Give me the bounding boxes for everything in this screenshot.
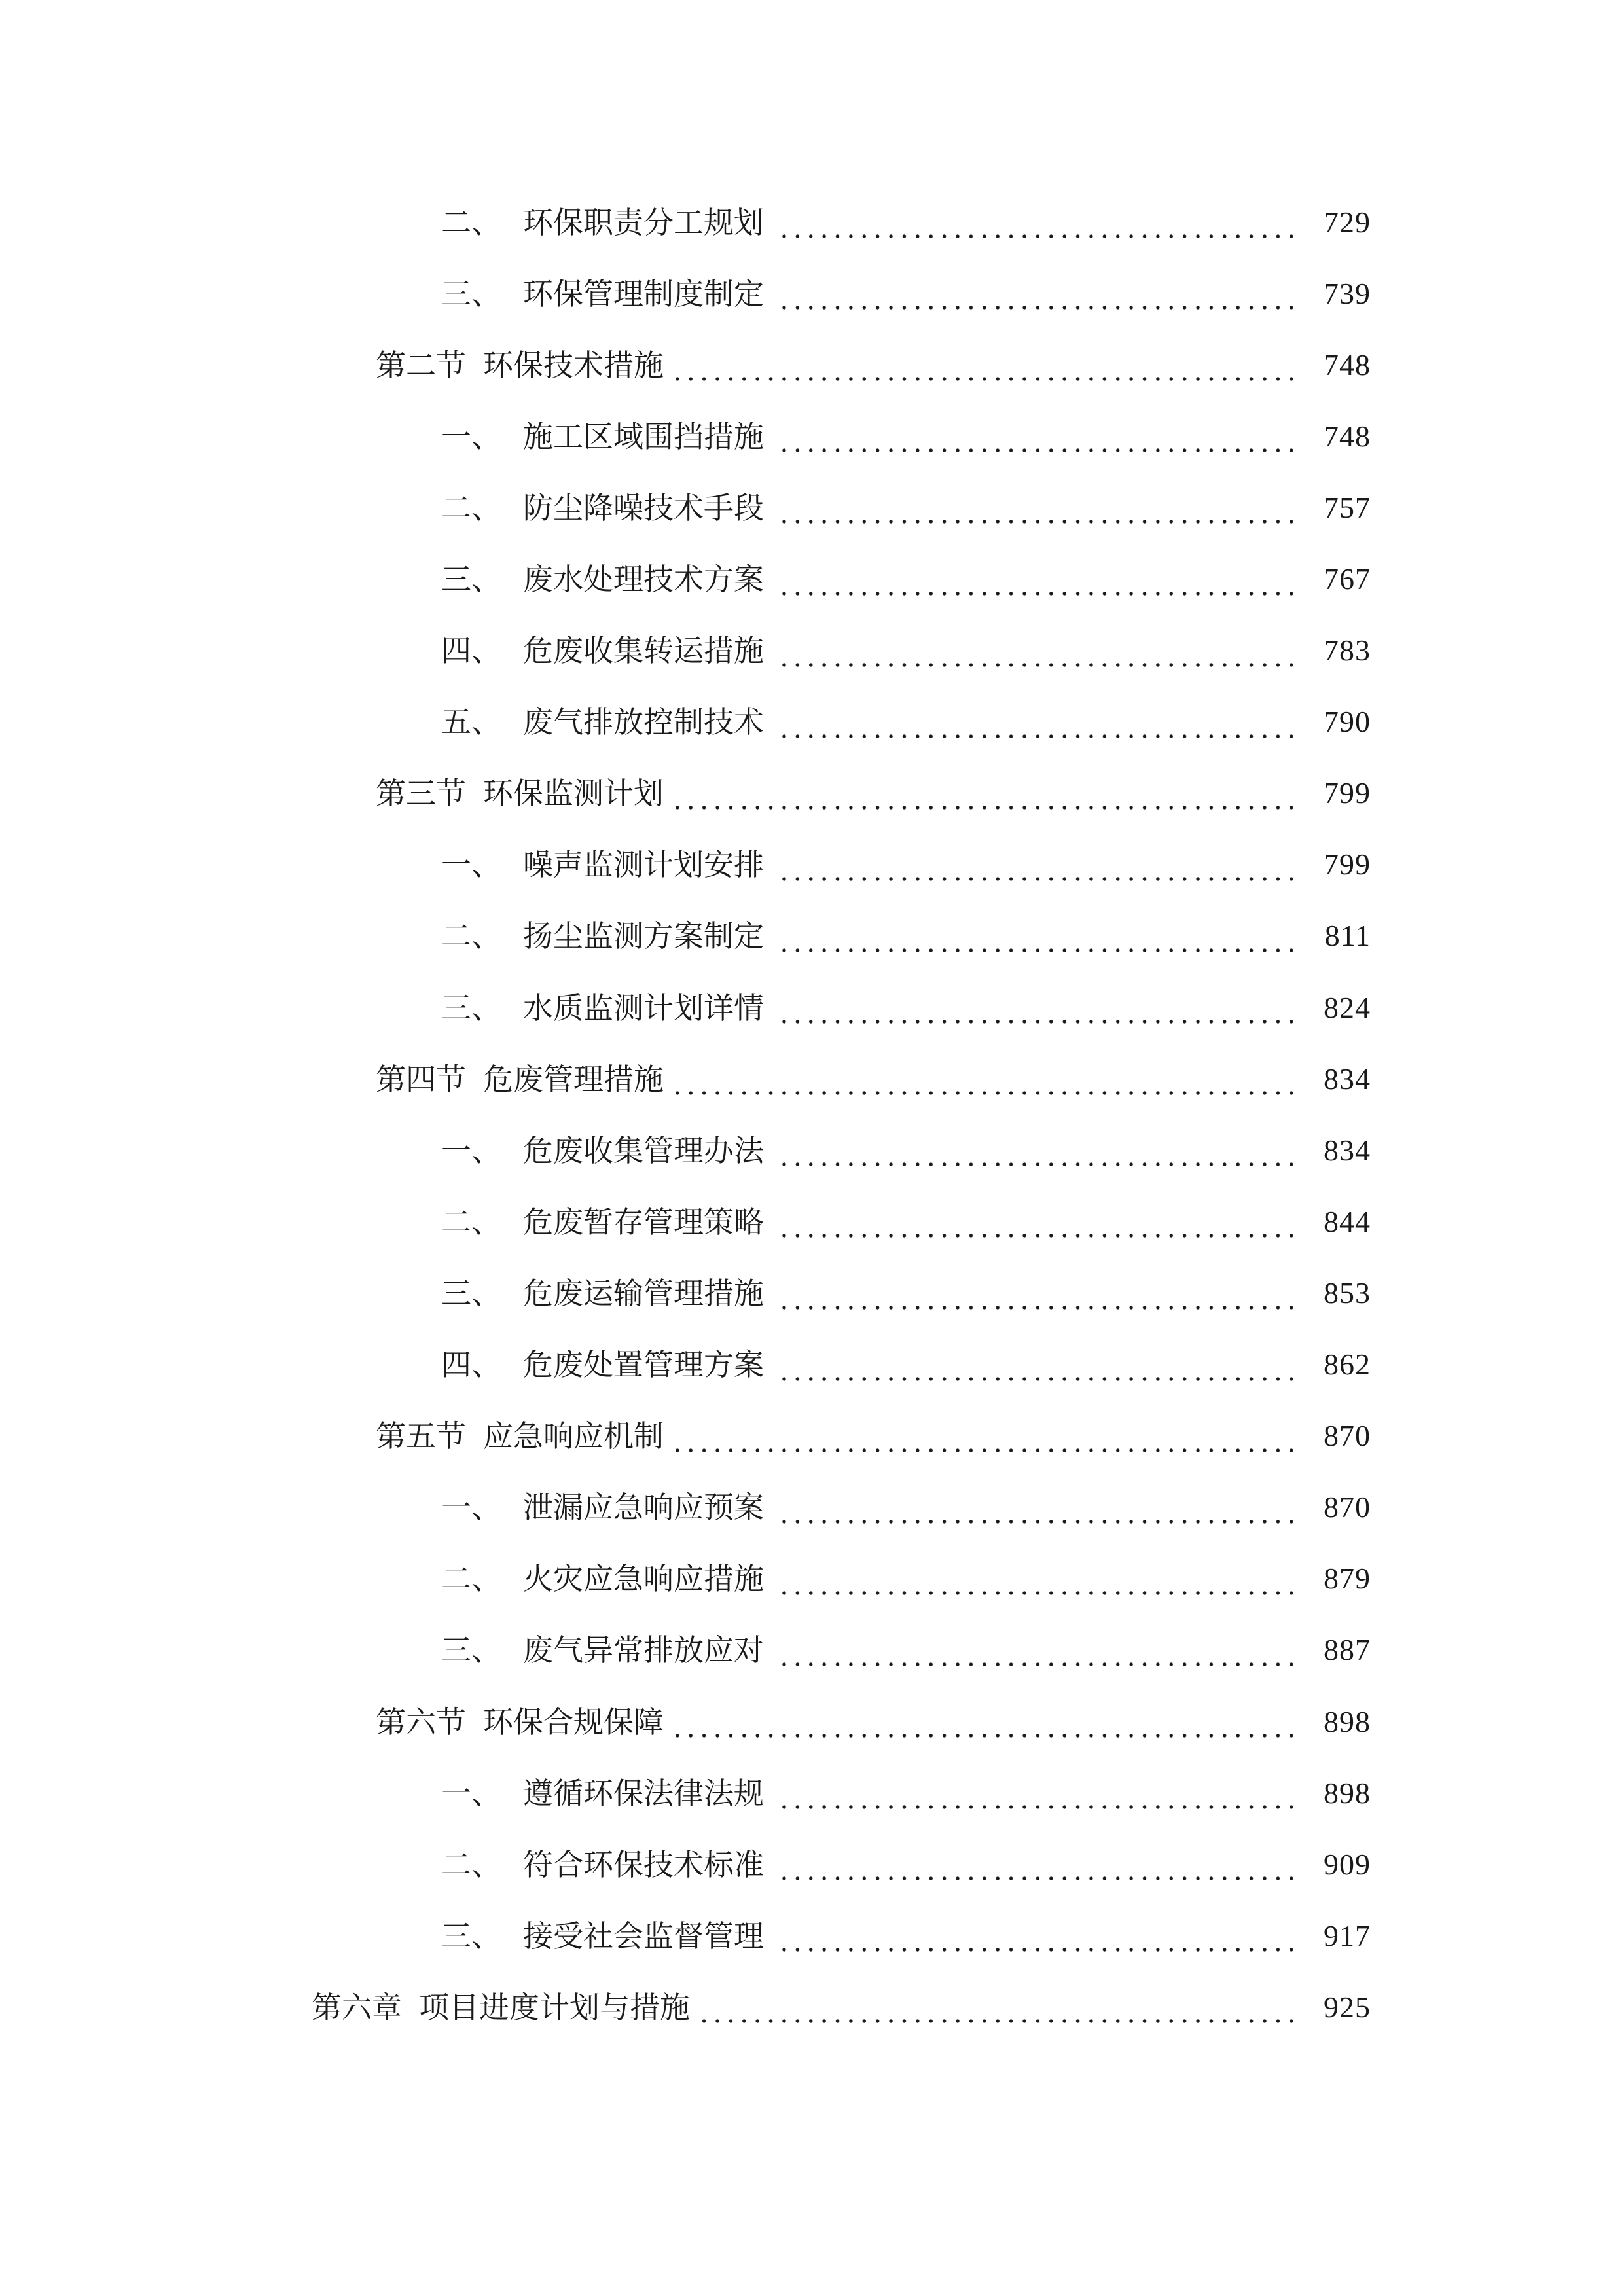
toc-entry-title: 应急响应机制 [483, 1418, 664, 1454]
toc-entry[interactable] [0, 401, 1624, 472]
dot-leader [773, 1520, 1298, 1524]
toc-entry[interactable] [0, 1615, 1624, 1686]
dot-leader [673, 806, 1298, 810]
toc-page-number: 799 [1324, 776, 1371, 810]
dot-leader [773, 663, 1298, 667]
toc-entry[interactable] [0, 1043, 1624, 1115]
toc-page-number: 729 [1324, 205, 1371, 239]
toc-entry-number: 第五节 [376, 1418, 466, 1454]
toc-page-number: 824 [1324, 990, 1371, 1024]
toc-page-number: 757 [1324, 490, 1371, 524]
toc-entry[interactable] [0, 1329, 1624, 1401]
toc-entry-number: 一、 [441, 1490, 501, 1526]
dot-leader [773, 520, 1298, 524]
toc-entry-title: 危废暂存管理策略 [523, 1204, 764, 1240]
dot-leader [773, 1876, 1298, 1880]
toc-entry-title: 危废收集管理办法 [523, 1132, 764, 1168]
toc-entry-number: 一、 [441, 1132, 501, 1168]
toc-entry[interactable] [0, 1186, 1624, 1257]
toc-entry-number: 四、 [441, 633, 501, 669]
dot-leader [773, 1377, 1298, 1381]
toc-page-number: 925 [1324, 1990, 1371, 2024]
toc-entry-title: 废水处理技术方案 [523, 562, 764, 598]
dot-leader [773, 1805, 1298, 1809]
toc-entry-title: 火灾应急响应措施 [523, 1561, 764, 1597]
toc-page-number: 790 [1324, 705, 1371, 739]
toc-page-number: 783 [1324, 634, 1371, 668]
toc-page-number: 844 [1324, 1204, 1371, 1238]
toc-entry[interactable] [0, 543, 1624, 615]
toc-page-number: 799 [1324, 848, 1371, 882]
toc-entry-title: 废气排放控制技术 [523, 704, 764, 740]
toc-entry[interactable] [0, 829, 1624, 901]
toc-entry[interactable] [0, 1829, 1624, 1900]
toc-entry-title: 扬尘监测方案制定 [523, 918, 764, 954]
toc-entry-number: 二、 [441, 1204, 501, 1240]
toc-entry-title: 符合环保技术标准 [523, 1846, 764, 1882]
toc-entry[interactable] [0, 258, 1624, 329]
toc-entry[interactable] [0, 972, 1624, 1043]
toc-entry-title: 噪声监测计划安排 [523, 847, 764, 883]
dot-leader [773, 1162, 1298, 1166]
toc-entry-number: 三、 [441, 1275, 501, 1311]
toc-page-number: 898 [1324, 1776, 1371, 1810]
toc-entry-number: 第四节 [376, 1061, 466, 1097]
toc-entry-number: 第六章 [312, 1989, 402, 2025]
toc-entry-title: 废气异常排放应对 [523, 1632, 764, 1668]
toc-entry-number: 一、 [441, 847, 501, 883]
dot-leader [673, 1448, 1298, 1452]
toc-entry-number: 第二节 [376, 347, 466, 383]
toc-entry-title: 施工区域围挡措施 [523, 418, 764, 454]
toc-entry[interactable] [0, 1115, 1624, 1186]
toc-entry-number: 二、 [441, 918, 501, 954]
toc-entry-title: 环保技术措施 [483, 347, 664, 383]
toc-entry[interactable] [0, 1757, 1624, 1829]
toc-page-number: 887 [1324, 1633, 1371, 1667]
toc-page-number: 862 [1324, 1348, 1371, 1382]
toc-entry-title: 环保职责分工规划 [523, 204, 764, 240]
dot-leader [773, 734, 1298, 738]
toc-entry-number: 三、 [441, 276, 501, 312]
dot-leader [673, 1091, 1298, 1095]
toc-page-number: 898 [1324, 1704, 1371, 1738]
dot-leader [773, 448, 1298, 452]
toc-entry-number: 二、 [441, 204, 501, 240]
dot-leader [773, 1306, 1298, 1310]
toc-entry-title: 环保监测计划 [483, 776, 664, 812]
toc-entry-number: 三、 [441, 1918, 501, 1954]
toc-entry-title: 泄漏应急响应预案 [523, 1490, 764, 1526]
toc-entry[interactable] [0, 1543, 1624, 1615]
toc-entry-title: 防尘降噪技术手段 [523, 490, 764, 526]
toc-entry[interactable] [0, 758, 1624, 829]
dot-leader [773, 948, 1298, 952]
toc-entry[interactable] [0, 329, 1624, 401]
toc-page-number: 748 [1324, 348, 1371, 382]
toc-entry-title: 危废运输管理措施 [523, 1275, 764, 1311]
toc-page-number: 870 [1324, 1490, 1371, 1524]
toc-entry-number: 五、 [441, 704, 501, 740]
dot-leader [699, 2019, 1298, 2023]
toc-entry-title: 危废收集转运措施 [523, 633, 764, 669]
dot-leader [773, 1020, 1298, 1024]
toc-page-number: 739 [1324, 276, 1371, 310]
dot-leader [773, 1948, 1298, 1952]
toc-entry[interactable] [0, 615, 1624, 687]
toc-entry-title: 项目进度计划与措施 [419, 1989, 690, 2025]
toc-entry-title: 环保合规保障 [483, 1704, 664, 1740]
toc-entry-number: 第六节 [376, 1704, 466, 1740]
dot-leader [773, 592, 1298, 596]
toc-page-number: 834 [1324, 1133, 1371, 1167]
table-of-contents [0, 187, 1624, 2043]
toc-entry[interactable] [0, 1686, 1624, 1757]
toc-entry-title: 危废处置管理方案 [523, 1347, 764, 1383]
toc-page-number: 834 [1324, 1062, 1371, 1096]
toc-entry[interactable] [0, 1472, 1624, 1543]
dot-leader [773, 234, 1298, 238]
toc-entry-number: 三、 [441, 990, 501, 1026]
toc-entry[interactable] [0, 1257, 1624, 1329]
toc-entry-number: 三、 [441, 1632, 501, 1668]
toc-entry-number: 一、 [441, 1775, 501, 1811]
dot-leader [773, 1662, 1298, 1666]
toc-entry-title: 环保管理制度制定 [523, 276, 764, 312]
dot-leader [773, 877, 1298, 881]
toc-entry-number: 二、 [441, 490, 501, 526]
toc-page-number: 748 [1324, 419, 1371, 453]
toc-entry-title: 接受社会监督管理 [523, 1918, 764, 1954]
toc-entry[interactable] [0, 1900, 1624, 1971]
dot-leader [773, 1234, 1298, 1238]
toc-entry[interactable] [0, 1971, 1624, 2043]
toc-page-number: 909 [1324, 1847, 1371, 1881]
toc-page-number: 879 [1324, 1562, 1371, 1596]
toc-entry-number: 第三节 [376, 776, 466, 812]
toc-entry[interactable] [0, 687, 1624, 758]
toc-page-number: 917 [1324, 1918, 1371, 1952]
dot-leader [673, 1734, 1298, 1738]
toc-page-number: 853 [1324, 1276, 1371, 1310]
toc-entry-title: 危废管理措施 [483, 1061, 664, 1097]
toc-page-number: 767 [1324, 562, 1371, 596]
toc-entry[interactable] [0, 1401, 1624, 1472]
toc-entry-title: 水质监测计划详情 [523, 990, 764, 1026]
dot-leader [673, 377, 1298, 381]
toc-entry[interactable] [0, 472, 1624, 543]
toc-page-number: 811 [1324, 919, 1371, 953]
toc-entry-number: 一、 [441, 418, 501, 454]
toc-page-number: 870 [1324, 1419, 1371, 1453]
toc-entry-number: 四、 [441, 1347, 501, 1383]
toc-entry-title: 遵循环保法律法规 [523, 1775, 764, 1811]
toc-entry[interactable] [0, 187, 1624, 258]
toc-entry[interactable] [0, 901, 1624, 972]
toc-entry-number: 二、 [441, 1846, 501, 1882]
toc-entry-number: 二、 [441, 1561, 501, 1597]
dot-leader [773, 306, 1298, 310]
dot-leader [773, 1591, 1298, 1595]
toc-entry-number: 三、 [441, 562, 501, 598]
